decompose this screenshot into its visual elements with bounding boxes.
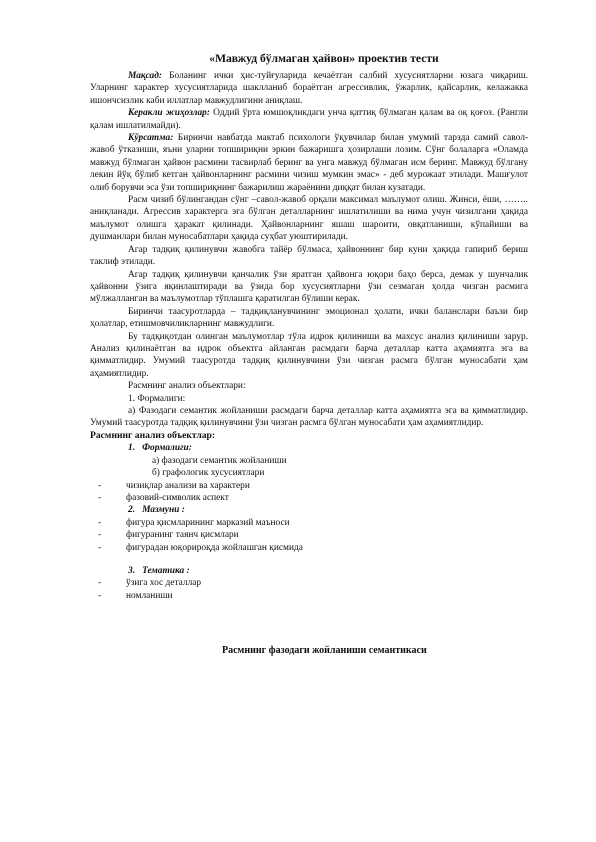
dash-marker: - (98, 590, 102, 601)
instructions-label: Кўрсатма: (128, 133, 174, 144)
paragraph-day-story: Агар тадқиқ қилинувчи жавобга тайёр бўлмаса, ҳайвоннинг бир куни ҳақида гапириб бериш таклиф этилади. (90, 244, 528, 268)
dash-marker: - (98, 480, 102, 491)
analysis-item-1: 1. Формалиги: (128, 393, 186, 404)
section-2-heading (90, 504, 528, 516)
paragraph-evaluation: Агар тадқиқ қилинувчи қанчалик ўзи яратган ҳайвонга юқори баҳо берса, демак у шунчалик ҳайвонни ўзига яқинлаштиради ва ўзида бор хусусиятларни ўзи сезмаган ҳолда чизган расмига мўлжалланган ва маълумотлар тўплашга қаратилган бўлиши керак. (90, 269, 528, 305)
list-item (90, 480, 528, 492)
list-item-text: фигурадан юқорироқда жойлашган қисмида (126, 542, 303, 553)
bottom-title: Расмнинг фазодаги жойланиши семантикаси (222, 645, 427, 657)
goal-label: Мақсад: (128, 71, 163, 81)
section-3-title: Тематика : (142, 566, 190, 577)
list-item-text: фигуранинг таянч қисмлари (126, 530, 239, 541)
analysis-intro: Расмнинг анализ объектлари: (128, 381, 246, 392)
materials-text: Оддий ўрта юмшоқликдаги унча қаттиқ бўлмаган қалам ва оқ қоғоз. (Рангли қалам ишлатилмайди). (90, 108, 528, 131)
list-item-text: ўзига хос деталлар (126, 578, 202, 589)
section-2-number: 2. (128, 505, 136, 516)
dash-marker: - (98, 530, 102, 541)
section-3-number: 3. (128, 566, 136, 577)
document-page (90, 52, 528, 657)
section-2-title: Мазмуни : (142, 505, 185, 516)
list-item (90, 529, 528, 541)
list-item (90, 577, 528, 589)
list-item-text: чизиқлар анализи ва характери (126, 480, 250, 491)
section-1-sub-b: б) графологик хусусиятлари (152, 468, 265, 479)
paragraph-questioning: Расм чизиб бўлингандан сўнг –савол-жавоб орқали максимал маълумот олиш. Жинси, ёши, …….. аниқланади. Агрессив характерга эга бўлган деталларнинг ишлатилиши ва нима учун чизилгани ҳақида маълумот олишга ҳаракат қилинади. Ҳайвонларнинг яшаш шароити, овқатланиши, кўпайиши ва душманлари билан муносабатлари ҳақида суҳбат уюштирилади. (90, 195, 528, 243)
paragraph-instructions (90, 132, 528, 194)
section-heading: Расмнинг анализ объектлар: (90, 429, 216, 441)
paragraph-first-impressions: Биринчи таасуротларда – тадқиқланувчининг эмоционал ҳолати, ички баланслари баъзи бир ҳолатлар, етишмовчиликларнинг мавжудлиги. (90, 306, 528, 330)
goal-text: Боланинг ички ҳис-туйғуларида кечаётган салбий хусусиятларни юзага чиқариш. Уларнинг характер хусусиятларида шаклланиб бораётган агрессивлик, ўжарлик, қайсарлик, келажакка ишончсизлик каби иллатлар мавжудлигини аниқлаш. (90, 71, 528, 106)
list-item (90, 542, 528, 554)
dash-marker: - (98, 578, 102, 589)
dash-marker: - (98, 542, 102, 553)
section-1-number: 1. (128, 443, 136, 454)
list-item (90, 492, 528, 504)
analysis-item-a (90, 405, 528, 430)
paragraph-goal (90, 70, 528, 107)
instructions-text: Биринчи навбатда мактаб психологи ўқувчилар билан умумий тарзда самий савол-жавоб ўтказиши, яъни уларни топшириқни эркин бажаришга ҳозирлаши лозим. Сўнг болаларга «Оламда мавжуд бўлмаган ҳайвон расмини тасвирлаб беринг ва унга мавжуд бўлмаган исм беринг. Мавжуд бўлгану лекин йўқ бўлиб кетган ҳайвонларнинг расмини чизиш мумкин эмас» - деб мурожаат этилади. Машғулот олиб борувчи эса ўзи топшириқнинг бажарилиш жараёнини диққат билан кузатади. (90, 133, 528, 193)
list-item-text: номланиши (126, 590, 173, 601)
list-item (90, 590, 528, 602)
section-3-heading (90, 565, 528, 577)
section-1-heading (90, 442, 528, 454)
spacer (90, 602, 528, 644)
section-1-title: Формалиги: (142, 443, 192, 454)
dash-marker: - (98, 517, 102, 528)
list-item-text: фазовий-символик аспект (126, 493, 229, 503)
list-item-text: фигура қисмларининг марказий маъноси (126, 517, 290, 528)
page-title: «Мавжуд бўлмаган ҳайвон» проектив тести (209, 52, 439, 65)
spacer (90, 554, 528, 565)
materials-label: Керакли жиҳозлар: (128, 108, 210, 119)
section-1-sub-a: а) фазодаги семантик жойланиши (152, 455, 287, 466)
paragraph-materials (90, 107, 528, 132)
list-item (90, 517, 528, 529)
dash-marker: - (98, 493, 102, 503)
paragraph-analysis: Бу тадқиқотдан олинган маълумотлар тўла идрок қилиниши ва махсус анализ қилиниши зарур. Анализ қилинаётган ва идрок объектга айланган расмдаги барча деталлар катта аҳамиятга эга ва қимматлидир. Умумий таасуротда тадқиқ қилинувчини ўзи чизган расмга бўлган муносабати ҳам аҳамиятлидир. (90, 331, 528, 379)
item-a-label: а) Фазодаги семантик жойланиши (128, 405, 268, 416)
item-a-text: расмдаги барча деталлар катта аҳамиятга эга ва қимматлидир. Умумий таасуротда тадқиқ қилинувчини ўзи чизган расмга бўлган муносабати ҳам аҳамиятлидир. (90, 405, 528, 429)
